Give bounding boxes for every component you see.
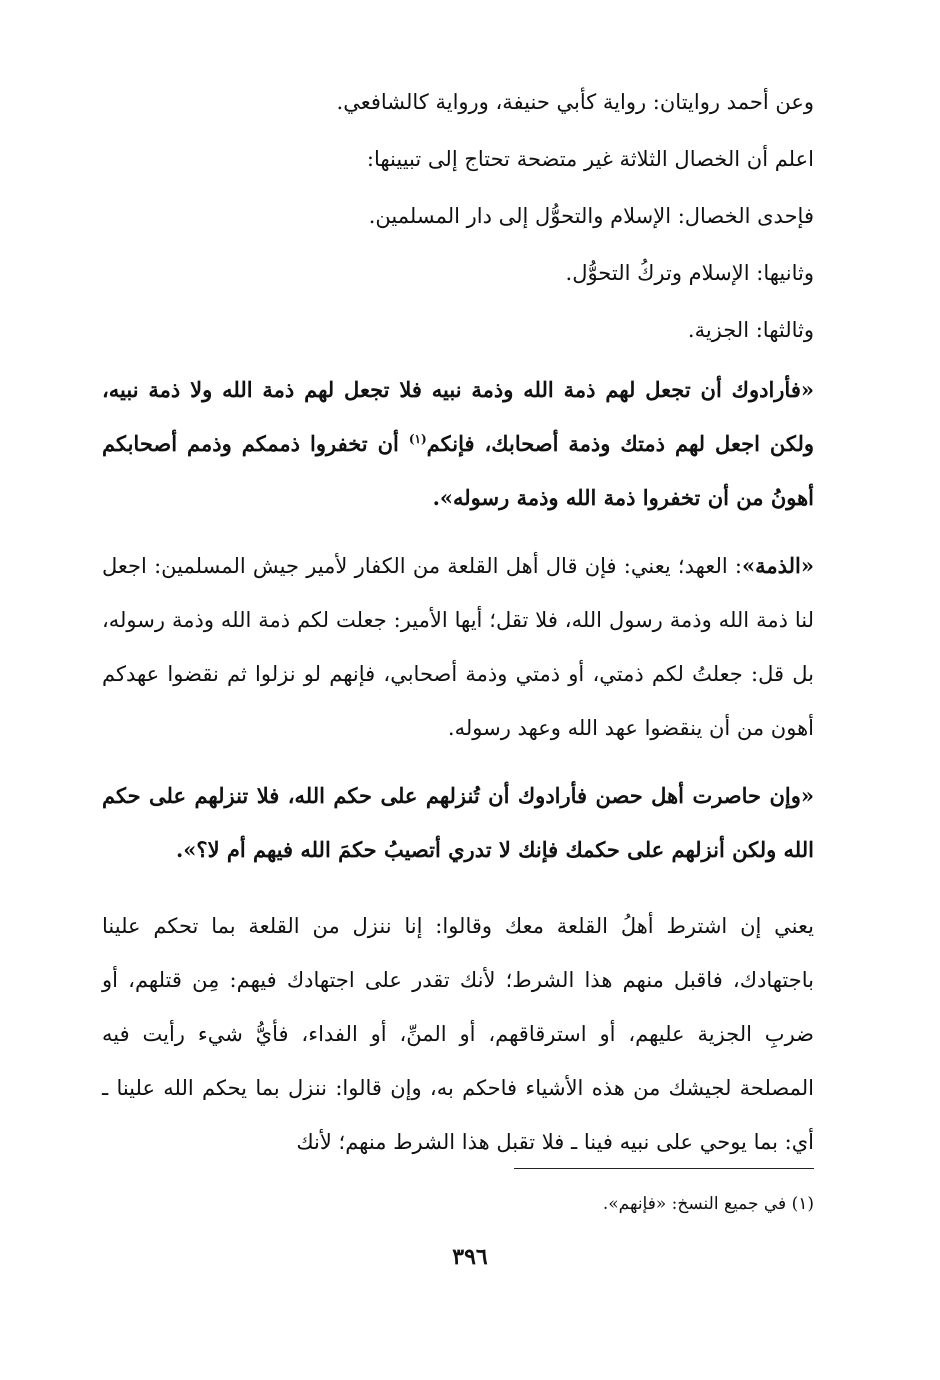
commentary-term: «الذمة» xyxy=(741,553,814,578)
commentary-text: : العهد؛ يعني: فإن قال أهل القلعة من الكفار لأمير جيش المسلمين: اجعل لنا ذمة الله وذمة رسول الله، فلا تقل؛ أيها الأمير: جعلت لكم ذمة الله وذمة رسوله، بل قل: جعلتُ لكم ذمتي، أو ذمتي وذمة أصحابي، فإنهم لو نزلوا ثم نقضوا عهدكم أهون من أن ينقضوا عهد الله وعهد رسوله. xyxy=(102,554,814,740)
text-line: وثانيها: الإسلام وتركُ التحوُّل. xyxy=(565,261,814,285)
text-line: وثالثها: الجزية. xyxy=(687,318,814,342)
text-line: وعن أحمد روايتان: رواية كأبي حنيفة، ورواية كالشافعي. xyxy=(336,90,814,114)
hadith-quote-part: أن تخفروا ذممكم وذمم أصحابكم أهونُ من أن تخفروا ذمة الله وذمة رسوله». xyxy=(102,431,814,510)
hadith-quote: «وإن حاصرت أهل حصن فأرادوك أن تُنزلهم على حكم الله، فلا تنزلهم على حكم الله ولكن أنزلهم على حكمك فإنك لا تدري أتصيبُ حكمَ الله فيهم أم لا؟». xyxy=(102,783,814,862)
page-number: ٣٩٦ xyxy=(452,1244,488,1270)
footnote: (١) في جميع النسخ: «فإنهم». xyxy=(602,1194,814,1214)
commentary-paragraph: يعني إن اشترط أهلُ القلعة معك وقالوا: إنا ننزل من القلعة بما تحكم علينا باجتهادك، فاقبل منهم هذا الشرط؛ لأنك تقدر على اجتهادك فيهم: مِن قتلهم، أو ضربِ الجزية عليهم، أو استرقاقهم، أو المنِّ، أو الفداء، فأيُّ شيء رأيت فيه المصلحة لجيشك من هذه الأشياء فاحكم به، وإن قالوا: ننزل بما يحكم الله علينا ـ أي: بما يوحي على نبيه فينا ـ فلا تقبل هذا الشرط منهم؛ لأنك xyxy=(102,914,814,1154)
page-body xyxy=(102,74,814,1169)
footnote-marker: (١) xyxy=(408,432,427,446)
hadith-quote xyxy=(102,363,814,525)
commentary-paragraph xyxy=(102,539,814,755)
hadith-quote-part: «فأرادوك أن تجعل لهم ذمة الله وذمة نبيه فلا تجعل لهم ذمة الله ولا ذمة نبيه، ولكن اجعل لهم ذمتك وذمة أصحابك، فإنكم xyxy=(102,377,815,456)
text-line: فإحدى الخصال: الإسلام والتحوُّل إلى دار المسلمين. xyxy=(368,204,814,228)
text-line: اعلم أن الخصال الثلاثة غير متضحة تحتاج إلى تبيينها: xyxy=(366,147,814,171)
footnote-divider xyxy=(514,1168,814,1169)
